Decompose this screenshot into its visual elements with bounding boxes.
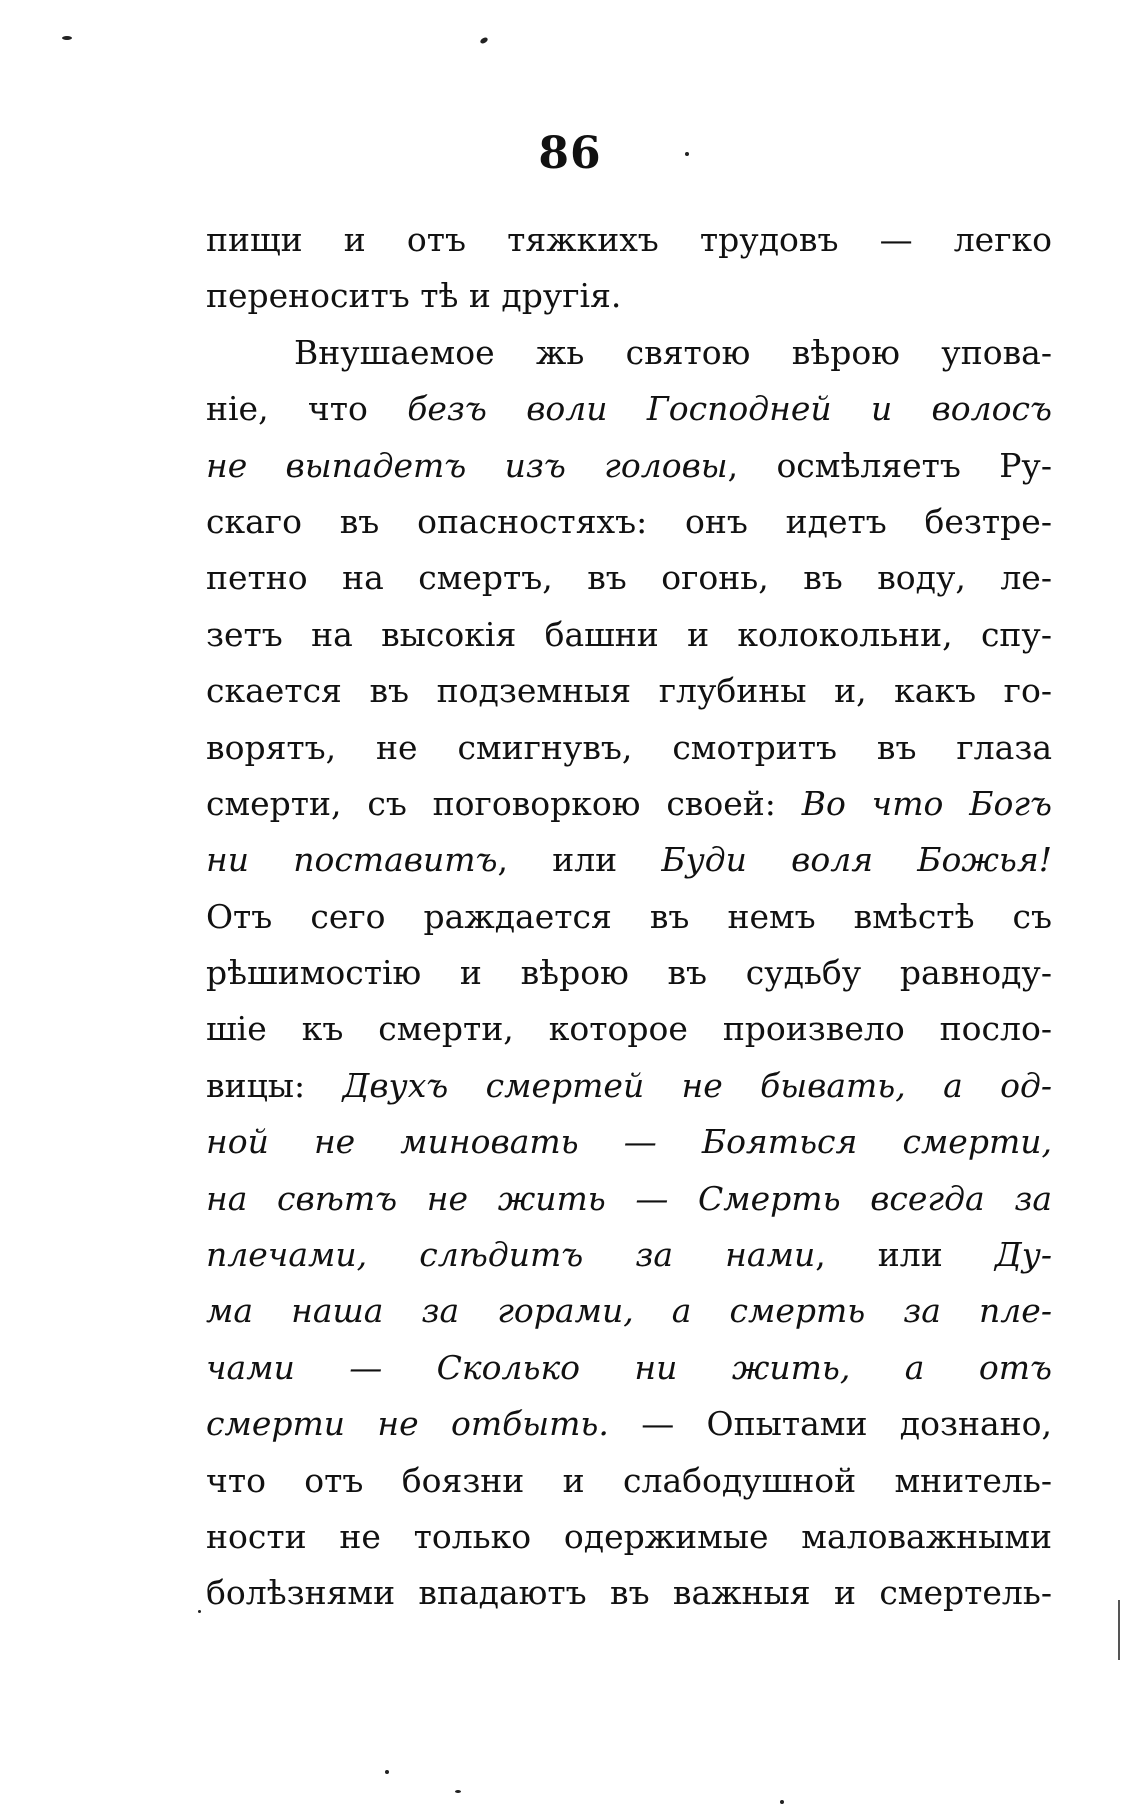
scan-speck — [198, 1610, 201, 1613]
text-line — [206, 325, 1052, 381]
text-segment: петно на смертъ, въ огонь, въ воду, ле- — [206, 558, 1052, 598]
text-line — [206, 1114, 1052, 1170]
text-line — [206, 1396, 1052, 1452]
italic-text-segment: не выпадетъ изъ головы — [206, 445, 728, 485]
scan-speck — [780, 1800, 784, 1804]
text-segment: болѣзнями впадаютъ въ важныя и смертель- — [206, 1573, 1052, 1613]
text-line — [206, 889, 1052, 945]
text-line — [206, 1227, 1052, 1283]
text-segment: скаго въ опасностяхъ: онъ идетъ безтре- — [206, 501, 1052, 541]
text-segment: шіе къ смерти, которое произвело посло- — [206, 1009, 1052, 1049]
italic-text-segment: Ду- — [994, 1235, 1052, 1275]
text-line — [206, 945, 1052, 1001]
text-line — [206, 381, 1052, 437]
text-line — [206, 1340, 1052, 1396]
text-line — [206, 212, 1052, 268]
text-line — [206, 720, 1052, 776]
text-line — [206, 607, 1052, 663]
scan-speck — [479, 36, 488, 44]
text-line — [206, 438, 1052, 494]
italic-text-segment: чами — Сколько ни жить, а отъ — [206, 1347, 1052, 1387]
italic-text-segment: ни поставитъ — [206, 840, 498, 880]
text-segment: ніе, что — [206, 389, 408, 429]
text-segment: ворятъ, не смигнувъ, смотритъ въ глаза — [206, 727, 1052, 767]
italic-text-segment: Во что Богъ — [801, 783, 1052, 823]
italic-text-segment: Двухъ смертей не бывать, а од- — [342, 1065, 1053, 1105]
text-segment: рѣшимостію и вѣрою въ судьбу равноду- — [206, 953, 1052, 993]
text-line — [206, 776, 1052, 832]
italic-text-segment: ной не миновать — Бояться смерти, — [206, 1122, 1052, 1162]
text-line — [206, 268, 1052, 324]
italic-text-segment: ма наша за горами, а смерть за пле- — [206, 1291, 1052, 1331]
body-text — [206, 212, 1052, 1622]
text-line — [206, 550, 1052, 606]
text-line — [206, 1001, 1052, 1057]
text-segment: , или — [497, 840, 662, 880]
text-line — [206, 1509, 1052, 1565]
text-line — [206, 1171, 1052, 1227]
scan-speck — [385, 1770, 389, 1774]
text-line — [206, 663, 1052, 719]
text-segment: , или — [815, 1235, 995, 1275]
text-segment: пищи и отъ тяжкихъ трудовъ — легко — [206, 220, 1052, 259]
text-line — [206, 1058, 1052, 1114]
text-segment: — Опытами дознано, — [608, 1404, 1052, 1444]
text-segment: , осмѣляетъ Ру- — [727, 445, 1052, 485]
text-segment: Отъ сего раждается въ немъ вмѣстѣ съ — [206, 896, 1052, 936]
text-line — [206, 1283, 1052, 1339]
text-line — [206, 832, 1052, 888]
italic-text-segment: на свѣтъ не жить — Смерть всегда за — [206, 1178, 1052, 1218]
text-segment: скается въ подземныя глубины и, какъ го- — [206, 671, 1052, 711]
text-segment: переноситъ тѣ и другія. — [206, 276, 622, 316]
text-segment: что отъ боязни и слабодушной мнитель- — [206, 1460, 1052, 1500]
italic-text-segment: плечами, слѣдитъ за нами — [206, 1235, 816, 1275]
scan-edge-line — [1118, 1600, 1120, 1660]
text-segment: вицы: — [206, 1065, 343, 1105]
page-number: 86 — [538, 128, 602, 179]
text-line — [206, 494, 1052, 550]
italic-text-segment: Буди воля Божья! — [661, 840, 1052, 880]
italic-text-segment: смерти не отбыть. — [206, 1404, 609, 1444]
text-segment: зетъ на высокія башни и колокольни, спу- — [206, 614, 1052, 654]
scan-speck — [455, 1790, 461, 1793]
scan-speck — [685, 152, 689, 156]
text-line — [206, 1565, 1052, 1621]
scan-speck — [62, 36, 72, 40]
text-segment: ности не только одержимые маловажными — [206, 1516, 1052, 1556]
text-segment: Внушаемое жь святою вѣрою упова- — [294, 332, 1052, 372]
text-line — [206, 1453, 1052, 1509]
text-segment: смерти, съ поговоркою своей: — [206, 783, 802, 823]
italic-text-segment: безъ воли Господней и волосъ — [407, 389, 1052, 429]
